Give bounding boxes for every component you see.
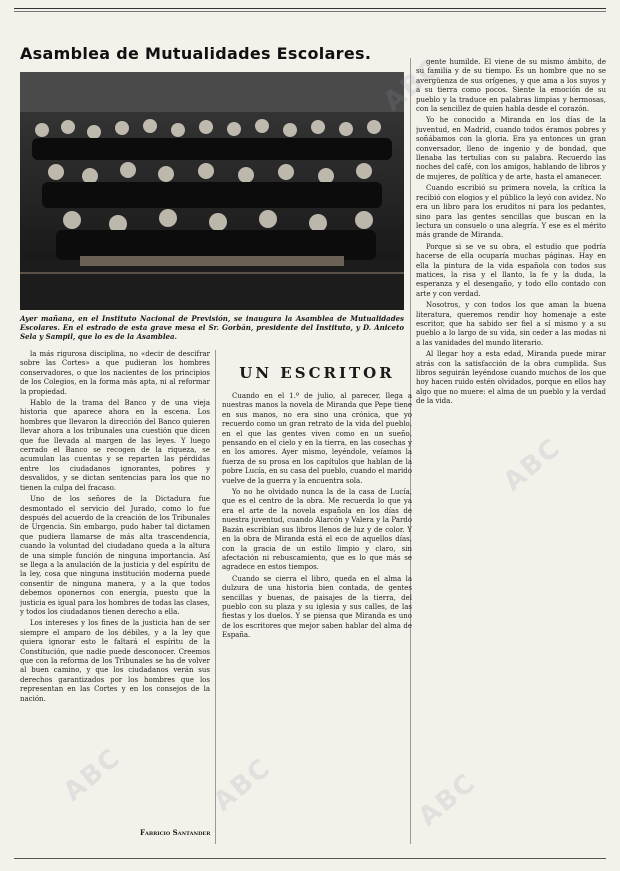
watermark: ABC [377, 52, 448, 118]
column-divider [215, 350, 216, 844]
paragraph: Cuando escribió su primera novela, la crítica la recibió con elogios y el público la leyó con avidez. No era un libro para los eruditos ni para los pedantes, sino para las gentes sencillas que buscan en la lectura un consuelo o una alegría. Y ese es el mérito más grande de Miranda. [416, 184, 606, 240]
paragraph: Porque si se ve su obra, el estudio que podría hacerse de ella ocuparía muchas páginas. Hay en ella la pintura de la vida española con todos sus matices, la risa y el llanto, la fe y la duda, la esperanza y el desengaño, y todo ello contado con arte y con verdad. [416, 242, 606, 298]
top-rule [14, 8, 606, 9]
paragraph: Cuando se cierra el libro, queda en el alma la dulzura de una historia bien contada, de gentes sencillas y buenas, de paisajes de la tierra, del pueblo con su plaza y su iglesia y sus calles, de las fiestas y los duelos. Y se piensa que Miranda es uno de los escritores que mejor saben hablar del alma de España. [222, 574, 412, 640]
paragraph: Yo no he olvidado nunca la de la casa de Lucía, que es el centro de la obra. Me recuerda lo que ya era el arte de la novela española en los días de nuestra juventud, cuando Alarcón y Valera y la Pardo Bazán escribían sus libros llenos de luz y de color. Y en la obra de Miranda está el eco de aquellos días, con la gracia de un estilo limpio y claro, sin afectación ni rebuscamiento, que es lo que más se agradece en estos tiempos. [222, 488, 412, 572]
assembly-photo-illustration [20, 72, 404, 310]
paragraph: Al llegar hoy a esta edad, Miranda puede mirar atrás con la satisfacción de la obra cumplida. Sus libros seguirán leyéndose cuando muchos de los que hoy hacen ruido estén olvidados, porque en ellos hay algo que no muere: el alma de un pueblo y la verdad de la vida. [416, 350, 606, 406]
paragraph: Uno de los señores de la Dictadura fue desmontado el servicio del Jurado, como lo fue después del acuerdo de la creación de los Tribunales de Urgencia. Sin embargo, pudo haber tal dictamen que pudiera llamarse de más alta trascendencia, cuando la voluntad del ciudadano queda a la altura de una simple función de ninguna importancia. Así se llega a la anulación de la justicia y del espíritu de la ley, cosa que ninguna institución moderna puede consentir de ninguna manera, y a la que todos debemos oponernos con energía, puesto que la justicia es igual para los hombres de todas las clases, y todos los ciudadanos tienen derecho a ella. [20, 495, 210, 616]
paragraph: Cuando en el 1.º de julio, al parecer, llega a nuestras manos la novela de Miranda que Pepe tiene en sus manos, no era sino una crónica, que yo recuerdo como un gran retrato de la vida del pueblo, en el que las gentes viven como en un sueño, pensando en el cielo y en la tierra, en las cosechas y en los amores. Ayer mismo, leyéndole, veíamos la fuerza de su prosa en los capítulos que hablan de la pobre Lucía, en su casa del pueblo, cuando el marido vuelve de la guerra y la encuentra sola. [222, 392, 412, 485]
paragraph: Hablo de la trama del Banco y de una vieja historia que aparece ahora en la escena. Los hombres que llevaron la dirección del Banco quieren llevar ahora a los tribunales una cuestión que dicen que fue llevada al margen de las leyes. Y luego cerrado el Banco se recogen de la riqueza, se acumulan las cuentas y se reparten las pérdidas entre los ciudadanos ignorantes, pobres y desvalidos, y se dictan sentencias para los que no tienen la culpa del fracaso. [20, 399, 210, 492]
footer-rule [14, 858, 606, 859]
paragraph: Nosotros, y con todos los que aman la buena literatura, queremos rendir hoy homenaje a este escritor, que ha sabido ser fiel a sí mismo y a su pueblo a lo largo de su vida, sin ceder a las modas ni a las vanidades del mundo literario. [416, 301, 606, 347]
assembly-photo [20, 72, 404, 310]
essay-middle-column [222, 392, 412, 844]
essay-right-column [416, 58, 606, 844]
watermark: ABC [497, 432, 568, 498]
photo-caption: Ayer mañana, en el Instituto Nacional de Previsión, se inaugura la Asamblea de Mutualidades Escolares. En el estrado de esta grave mesa el Sr. Gorbán, presidente del Instituto, y D. Aniceto Sela y Sampil, que lo es de la Asamblea. [20, 314, 404, 341]
article-signature: Fabricio Santander [140, 828, 211, 837]
article-left-column [20, 350, 210, 844]
paragraph: Los intereses y los fines de la justicia han de ser siempre el amparo de los débiles, y a la ley que quiera ignorar esto le faltará el espíritu de la Constitución, que nadie puede desconocer. Creemos que con la reforma de los Tribunales se ha de volver al buen camino, y que los ciudadanos verán sus derechos garantizados por los hombres que los representan en las Cortes y en los consejos de la nación. [20, 619, 210, 703]
top-rule-secondary [14, 11, 606, 12]
paragraph: la más rigurosa disciplina, no «decir de descifrar sobre las Cortes» a que pudieran los hombres conservadores, o que los nacientes de los principios de los Colegios, en la forma más apta, ni al reformar la propiedad. [20, 350, 210, 396]
essay-title: UN ESCRITOR [239, 364, 395, 382]
paragraph: Yo he conocido a Miranda en los días de la juventud, en Madrid, cuando todos éramos pobres y soñábamos con la gloria. Era ya entonces un gran conversador, lleno de ingenio y de bondad, que llenaba las tertulias con su palabra. Recuerdo las noches del café, con los amigos, hablando de libros y de mujeres, de política y de arte, hasta el amanecer. [416, 116, 606, 181]
watermark: ABC [57, 742, 128, 808]
watermark: ABC [207, 752, 278, 818]
article-headline: Asamblea de Mutualidades Escolares. [20, 44, 372, 63]
watermark: ABC [412, 767, 483, 833]
paragraph: gente humilde. El viene de su mismo ámbito, de su familia y de su tiempo. Es un hombre que no se avergüenza de sus orígenes, y que ama a los suyos y a su tierra como pocos. Siente la emoción de su pueblo y la traduce en palabras limpias y hermosas, con la sencillez de quien habla desde el corazón. [416, 58, 606, 114]
